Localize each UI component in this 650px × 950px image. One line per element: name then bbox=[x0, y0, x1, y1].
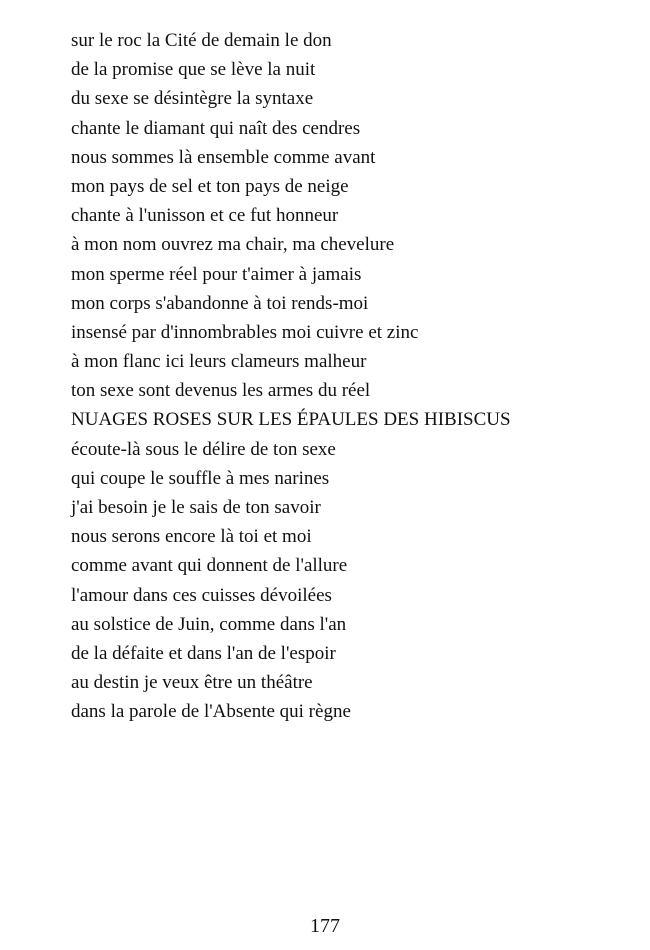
poem-line: insensé par d'innombrables moi cuivre et zinc bbox=[71, 321, 419, 343]
poem-line: comme avant qui donnent de l'allure bbox=[71, 555, 348, 577]
poem-line: mon corps s'abandonne à toi rends-moi bbox=[71, 292, 369, 314]
poem-line: nous serons encore là toi et moi bbox=[71, 526, 312, 548]
poem-line: j'ai besoin je le sais de ton savoir bbox=[71, 497, 321, 518]
poem-line: à mon flanc ici leurs clameurs malheur bbox=[71, 351, 367, 373]
poem-line: chante à l'unisson et ce fut honneur bbox=[71, 205, 339, 227]
poem-line: de la promise que se lève la nuit bbox=[71, 59, 316, 81]
poem-line-uppercase: NUAGES ROSES SUR LES ÉPAULES DES HIBISCUS bbox=[71, 409, 511, 431]
poem-line: au solstice de Juin, comme dans l'an bbox=[71, 613, 347, 635]
poem-line: au destin je veux être un théâtre bbox=[71, 672, 313, 694]
poem-line: dans la parole de l'Absente qui règne bbox=[71, 701, 351, 723]
poem-line: à mon nom ouvrez ma chair, ma chevelure bbox=[71, 234, 395, 256]
poem-line: mon pays de sel et ton pays de neige bbox=[71, 175, 349, 197]
poem-line: qui coupe le souffle à mes narines bbox=[71, 467, 330, 489]
poem-line: nous sommes là ensemble comme avant bbox=[71, 146, 376, 168]
poem-line: chante le diamant qui naît des cendres bbox=[71, 117, 361, 139]
poem-line: écoute-là sous le délire de ton sexe bbox=[71, 438, 336, 460]
poem-line: l'amour dans ces cuisses dévoilées bbox=[71, 584, 332, 606]
poem-line: ton sexe sont devenus les armes du réel bbox=[71, 380, 371, 402]
poem-line: de la défaite et dans l'an de l'espoir bbox=[71, 642, 336, 664]
poem-line: sur le roc la Cité de demain le don bbox=[71, 30, 332, 51]
poem-line: du sexe se désintègre la syntaxe bbox=[71, 88, 314, 110]
poem-text bbox=[71, 26, 631, 727]
page-number: 177 bbox=[310, 915, 340, 937]
poem-line: mon sperme réel pour t'aimer à jamais bbox=[71, 263, 362, 285]
